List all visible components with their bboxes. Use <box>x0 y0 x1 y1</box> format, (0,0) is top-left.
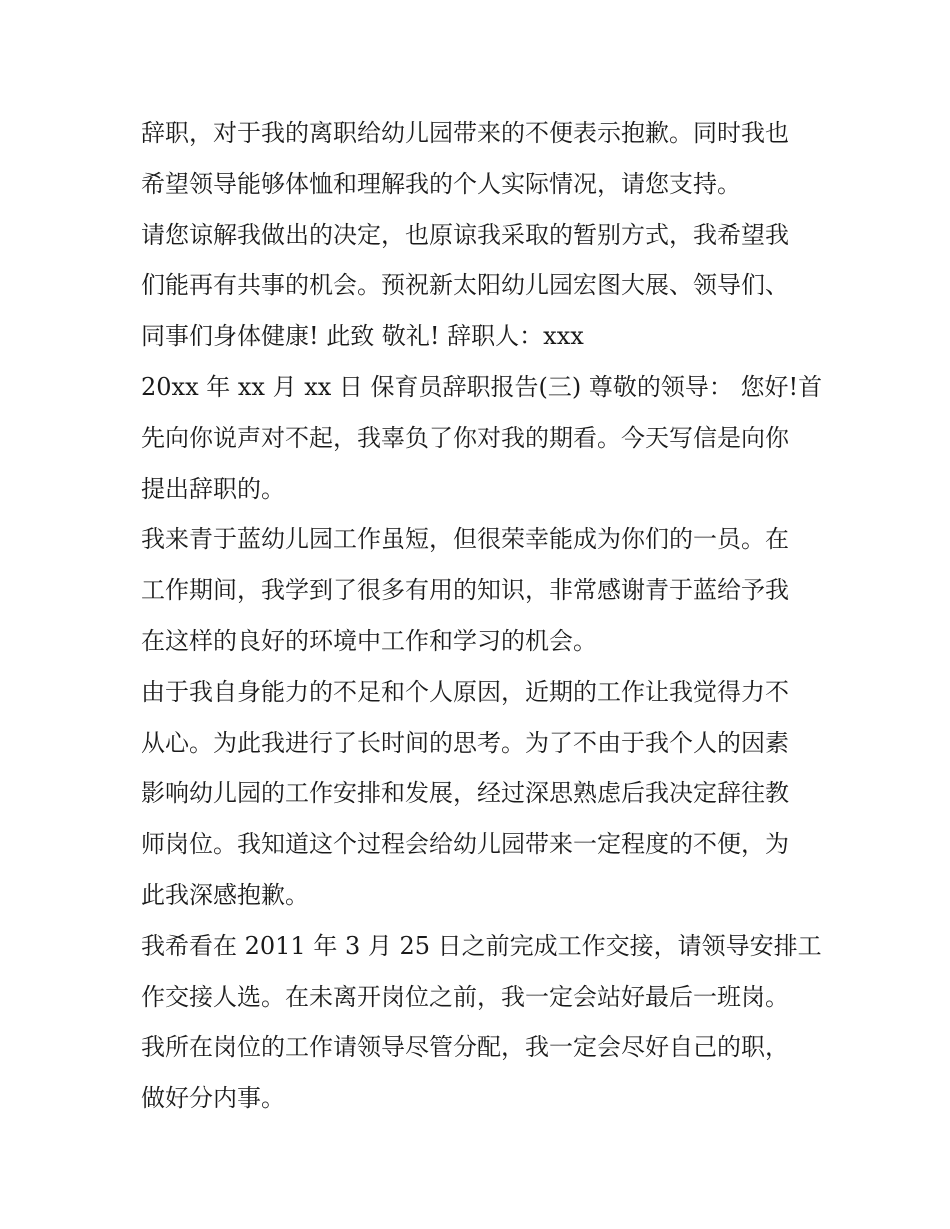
text-line: 影响幼儿园的工作安排和发展，经过深思熟虑后我决定辞往教 <box>141 779 789 808</box>
text-line: 师岗位。我知道这个过程会给幼儿园带来一定程度的不便，为 <box>141 830 789 859</box>
text-line: 我来青于蓝幼儿园工作虽短，但很荣幸能成为你们的一员。在 <box>141 525 789 554</box>
text-line: 同事们身体健康! 此致 敬礼! 辞职人：xxx <box>141 322 584 351</box>
text-line: 作交接人选。在未离开岗位之前，我一定会站好最后一班岗。 <box>141 982 789 1011</box>
text-line: 做好分内事。 <box>141 1084 285 1113</box>
text-line: 我希看在 2011 年 3 月 25 日之前完成工作交接，请领导安排工 <box>141 931 822 960</box>
text-line: 先向你说声对不起，我辜负了你对我的期看。今天写信是向你 <box>141 423 789 452</box>
text-line: 20xx 年 xx 月 xx 日 保育员辞职报告(三) 尊敬的领导： 您好!首 <box>141 372 823 401</box>
text-line: 由于我自身能力的不足和个人原因，近期的工作让我觉得力不 <box>141 677 789 706</box>
text-line: 此我深感抱歉。 <box>141 880 309 909</box>
letter-body <box>141 108 821 1124</box>
text-line: 们能再有共事的机会。预祝新太阳幼儿园宏图大展、领导们、 <box>141 271 789 300</box>
text-line: 提出辞职的。 <box>141 474 285 503</box>
text-line: 从心。为此我进行了长时间的思考。为了不由于我个人的因素 <box>141 728 789 757</box>
text-line: 我所在岗位的工作请领导尽管分配，我一定会尽好自己的职， <box>141 1033 789 1062</box>
text-line: 请您谅解我做出的决定，也原谅我采取的暂别方式，我希望我 <box>141 220 789 249</box>
text-line: 在这样的良好的环境中工作和学习的机会。 <box>141 626 597 655</box>
text-line: 工作期间，我学到了很多有用的知识，非常感谢青于蓝给予我 <box>141 576 789 605</box>
text-line: 辞职，对于我的离职给幼儿园带来的不便表示抱歉。同时我也 <box>141 119 789 147</box>
text-line: 希望领导能够体恤和理解我的个人实际情况，请您支持。 <box>141 169 741 198</box>
